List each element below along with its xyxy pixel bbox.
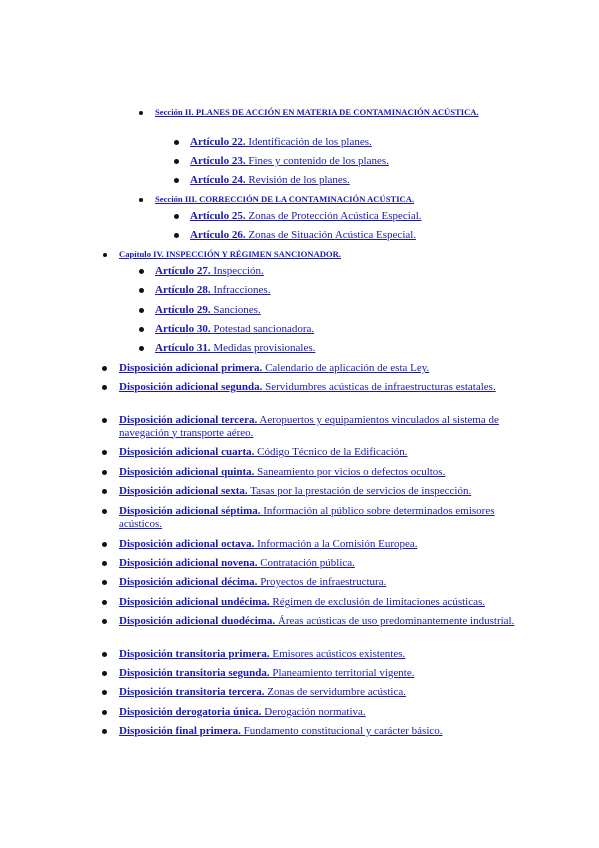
article-number: Artículo 22. — [190, 136, 246, 148]
toc-article-item[interactable] — [155, 265, 455, 278]
article-title: Sanciones. — [213, 304, 261, 316]
disposition-title: Planeamiento territorial vigente. — [272, 667, 415, 679]
disposition-link[interactable] — [119, 446, 519, 459]
toc-article-item[interactable] — [190, 136, 490, 149]
article-title: Identificación de los planes. — [248, 136, 372, 148]
disposition-link[interactable] — [119, 538, 519, 551]
toc-article-item[interactable] — [190, 210, 490, 223]
bullet-icon — [102, 450, 107, 455]
disposition-name: Disposición transitoria segunda. — [119, 667, 270, 679]
article-link[interactable] — [155, 304, 455, 317]
disposition-name: Disposición adicional tercera. — [119, 414, 258, 426]
bullet-icon — [139, 111, 143, 115]
disposition-link[interactable] — [119, 381, 519, 394]
toc-article-item[interactable] — [155, 342, 455, 355]
disposition-link[interactable] — [119, 576, 519, 589]
bullet-icon — [102, 671, 107, 676]
disposition-title: Aeropuertos y equipamientos vinculados al sistema de navegación y transporte aéreo. — [119, 414, 499, 439]
article-number: Artículo 24. — [190, 174, 246, 186]
toc-disposition-item[interactable] — [119, 706, 519, 719]
toc-disposition-item[interactable] — [119, 505, 519, 530]
toc-disposition-item[interactable] — [119, 667, 519, 680]
toc-disposition-item[interactable] — [119, 686, 519, 699]
disposition-name: Disposición transitoria primera. — [119, 648, 270, 660]
toc-disposition-item[interactable] — [119, 596, 519, 609]
disposition-title: Información al público sobre determinados emisores acústicos. — [119, 505, 495, 530]
disposition-name: Disposición adicional segunda. — [119, 381, 263, 393]
bullet-icon — [102, 580, 107, 585]
toc-article-item[interactable] — [190, 155, 490, 168]
bullet-icon — [139, 198, 143, 202]
disposition-link[interactable] — [119, 485, 519, 498]
disposition-name: Disposición adicional primera. — [119, 362, 263, 374]
disposition-title: Servidumbres acústicas de infraestructuras estatales. — [265, 381, 496, 393]
toc-article-item[interactable] — [155, 304, 455, 317]
toc-disposition-item[interactable] — [119, 576, 519, 589]
disposition-link[interactable] — [119, 615, 519, 628]
bullet-icon — [102, 418, 107, 423]
article-title: Revisión de los planes. — [248, 174, 350, 186]
disposition-name: Disposición final primera. — [119, 725, 241, 737]
disposition-link[interactable] — [119, 725, 519, 738]
article-title: Infracciones. — [213, 284, 271, 296]
disposition-name: Disposición adicional duodécima. — [119, 615, 276, 627]
bullet-icon — [102, 729, 107, 734]
article-title: Inspección. — [213, 265, 264, 277]
bullet-icon — [102, 619, 107, 624]
article-link[interactable] — [190, 210, 490, 223]
section-link[interactable]: Sección III. CORRECCIÓN DE LA CONTAMINACIÓN ACÚSTICA. — [155, 194, 415, 204]
disposition-link[interactable] — [119, 505, 519, 530]
toc-article-item[interactable] — [190, 229, 490, 242]
bullet-icon — [103, 253, 107, 257]
article-title: Zonas de Protección Acústica Especial. — [248, 210, 422, 222]
section-link[interactable]: Sección II. PLANES DE ACCIÓN EN MATERIA DE CONTAMINACIÓN ACÚSTICA. — [155, 107, 479, 117]
bullet-icon — [102, 652, 107, 657]
article-number: Artículo 29. — [155, 304, 211, 316]
disposition-title: Zonas de servidumbre acústica. — [267, 686, 406, 698]
disposition-title: Proyectos de infraestructura. — [260, 576, 387, 588]
toc-disposition-item[interactable] — [119, 381, 519, 394]
bullet-icon — [139, 327, 144, 332]
toc-section-item[interactable] — [155, 194, 485, 205]
disposition-title: Información a la Comisión Europea. — [257, 538, 418, 550]
toc-section-item[interactable] — [155, 107, 485, 118]
disposition-link[interactable] — [119, 686, 519, 699]
toc-disposition-item[interactable] — [119, 466, 519, 479]
toc-article-item[interactable] — [155, 323, 455, 336]
disposition-title: Saneamiento por vicios o defectos ocultos. — [257, 466, 446, 478]
disposition-link[interactable] — [119, 667, 519, 680]
bullet-icon — [102, 470, 107, 475]
toc-chapter-item[interactable] — [119, 249, 479, 260]
disposition-title: Derogación normativa. — [264, 706, 366, 718]
article-number: Artículo 27. — [155, 265, 211, 277]
bullet-icon — [174, 214, 179, 219]
article-title: Potestad sancionadora. — [213, 323, 315, 335]
disposition-link[interactable] — [119, 648, 519, 661]
disposition-title: Emisores acústicos existentes. — [272, 648, 406, 660]
disposition-title: Calendario de aplicación de esta Ley. — [265, 362, 430, 374]
toc-disposition-item[interactable] — [119, 485, 519, 498]
disposition-name: Disposición adicional octava. — [119, 538, 255, 550]
toc-disposition-item[interactable] — [119, 725, 519, 738]
disposition-title: Código Técnico de la Edificación. — [257, 446, 408, 458]
toc-disposition-item[interactable] — [119, 362, 519, 375]
disposition-name: Disposición adicional cuarta. — [119, 446, 255, 458]
disposition-name: Disposición transitoria tercera. — [119, 686, 265, 698]
disposition-name: Disposición adicional quinta. — [119, 466, 255, 478]
article-title: Medidas provisionales. — [213, 342, 316, 354]
article-link[interactable] — [190, 136, 490, 149]
disposition-link[interactable] — [119, 557, 519, 570]
toc-disposition-item[interactable] — [119, 648, 519, 661]
disposition-name: Disposición adicional novena. — [119, 557, 258, 569]
bullet-icon — [174, 140, 179, 145]
article-number: Artículo 28. — [155, 284, 211, 296]
toc-disposition-item[interactable] — [119, 557, 519, 570]
article-title: Zonas de Situación Acústica Especial. — [248, 229, 417, 241]
disposition-title: Régimen de exclusión de limitaciones acústicas. — [272, 596, 486, 608]
toc-disposition-item[interactable] — [119, 414, 519, 439]
article-number: Artículo 25. — [190, 210, 246, 222]
disposition-title: Fundamento constitucional y carácter básico. — [243, 725, 443, 737]
bullet-icon — [102, 561, 107, 566]
article-number: Artículo 31. — [155, 342, 211, 354]
bullet-icon — [102, 542, 107, 547]
disposition-title: Contratación pública. — [260, 557, 355, 569]
article-number: Artículo 26. — [190, 229, 246, 241]
toc-article-item[interactable] — [190, 174, 490, 187]
bullet-icon — [139, 346, 144, 351]
disposition-name: Disposición adicional séptima. — [119, 505, 261, 517]
article-link[interactable] — [155, 323, 455, 336]
bullet-icon — [102, 690, 107, 695]
bullet-icon — [102, 366, 107, 371]
article-title: Fines y contenido de los planes. — [248, 155, 389, 167]
article-link[interactable] — [190, 155, 490, 168]
article-link[interactable] — [190, 229, 490, 242]
bullet-icon — [174, 159, 179, 164]
article-number: Artículo 30. — [155, 323, 211, 335]
disposition-link[interactable] — [119, 362, 519, 375]
disposition-link[interactable] — [119, 414, 519, 439]
bullet-icon — [174, 178, 179, 183]
article-link[interactable] — [190, 174, 490, 187]
bullet-icon — [102, 509, 107, 514]
disposition-title: Áreas acústicas de uso predominantemente industrial. — [277, 615, 515, 627]
disposition-name: Disposición derogatoria única. — [119, 706, 262, 718]
article-link[interactable] — [155, 265, 455, 278]
chapter-link[interactable]: Capítulo IV. INSPECCIÓN Y RÉGIMEN SANCIONADOR. — [119, 249, 341, 259]
article-number: Artículo 23. — [190, 155, 246, 167]
bullet-icon — [174, 233, 179, 238]
bullet-icon — [102, 710, 107, 715]
toc-disposition-item[interactable] — [119, 538, 519, 551]
article-link[interactable] — [155, 284, 455, 297]
bullet-icon — [139, 269, 144, 274]
disposition-name: Disposición adicional undécima. — [119, 596, 270, 608]
bullet-icon — [102, 600, 107, 605]
article-link[interactable] — [155, 342, 455, 355]
toc-article-item[interactable] — [155, 284, 455, 297]
toc-disposition-item[interactable] — [119, 446, 519, 459]
disposition-link[interactable] — [119, 596, 519, 609]
toc-disposition-item[interactable] — [119, 615, 519, 628]
disposition-link[interactable] — [119, 466, 519, 479]
disposition-link[interactable] — [119, 706, 519, 719]
disposition-name: Disposición adicional décima. — [119, 576, 258, 588]
bullet-icon — [102, 385, 107, 390]
bullet-icon — [102, 489, 107, 494]
bullet-icon — [139, 308, 144, 313]
disposition-name: Disposición adicional sexta. — [119, 485, 248, 497]
bullet-icon — [139, 288, 144, 293]
disposition-title: Tasas por la prestación de servicios de inspección. — [250, 485, 472, 497]
